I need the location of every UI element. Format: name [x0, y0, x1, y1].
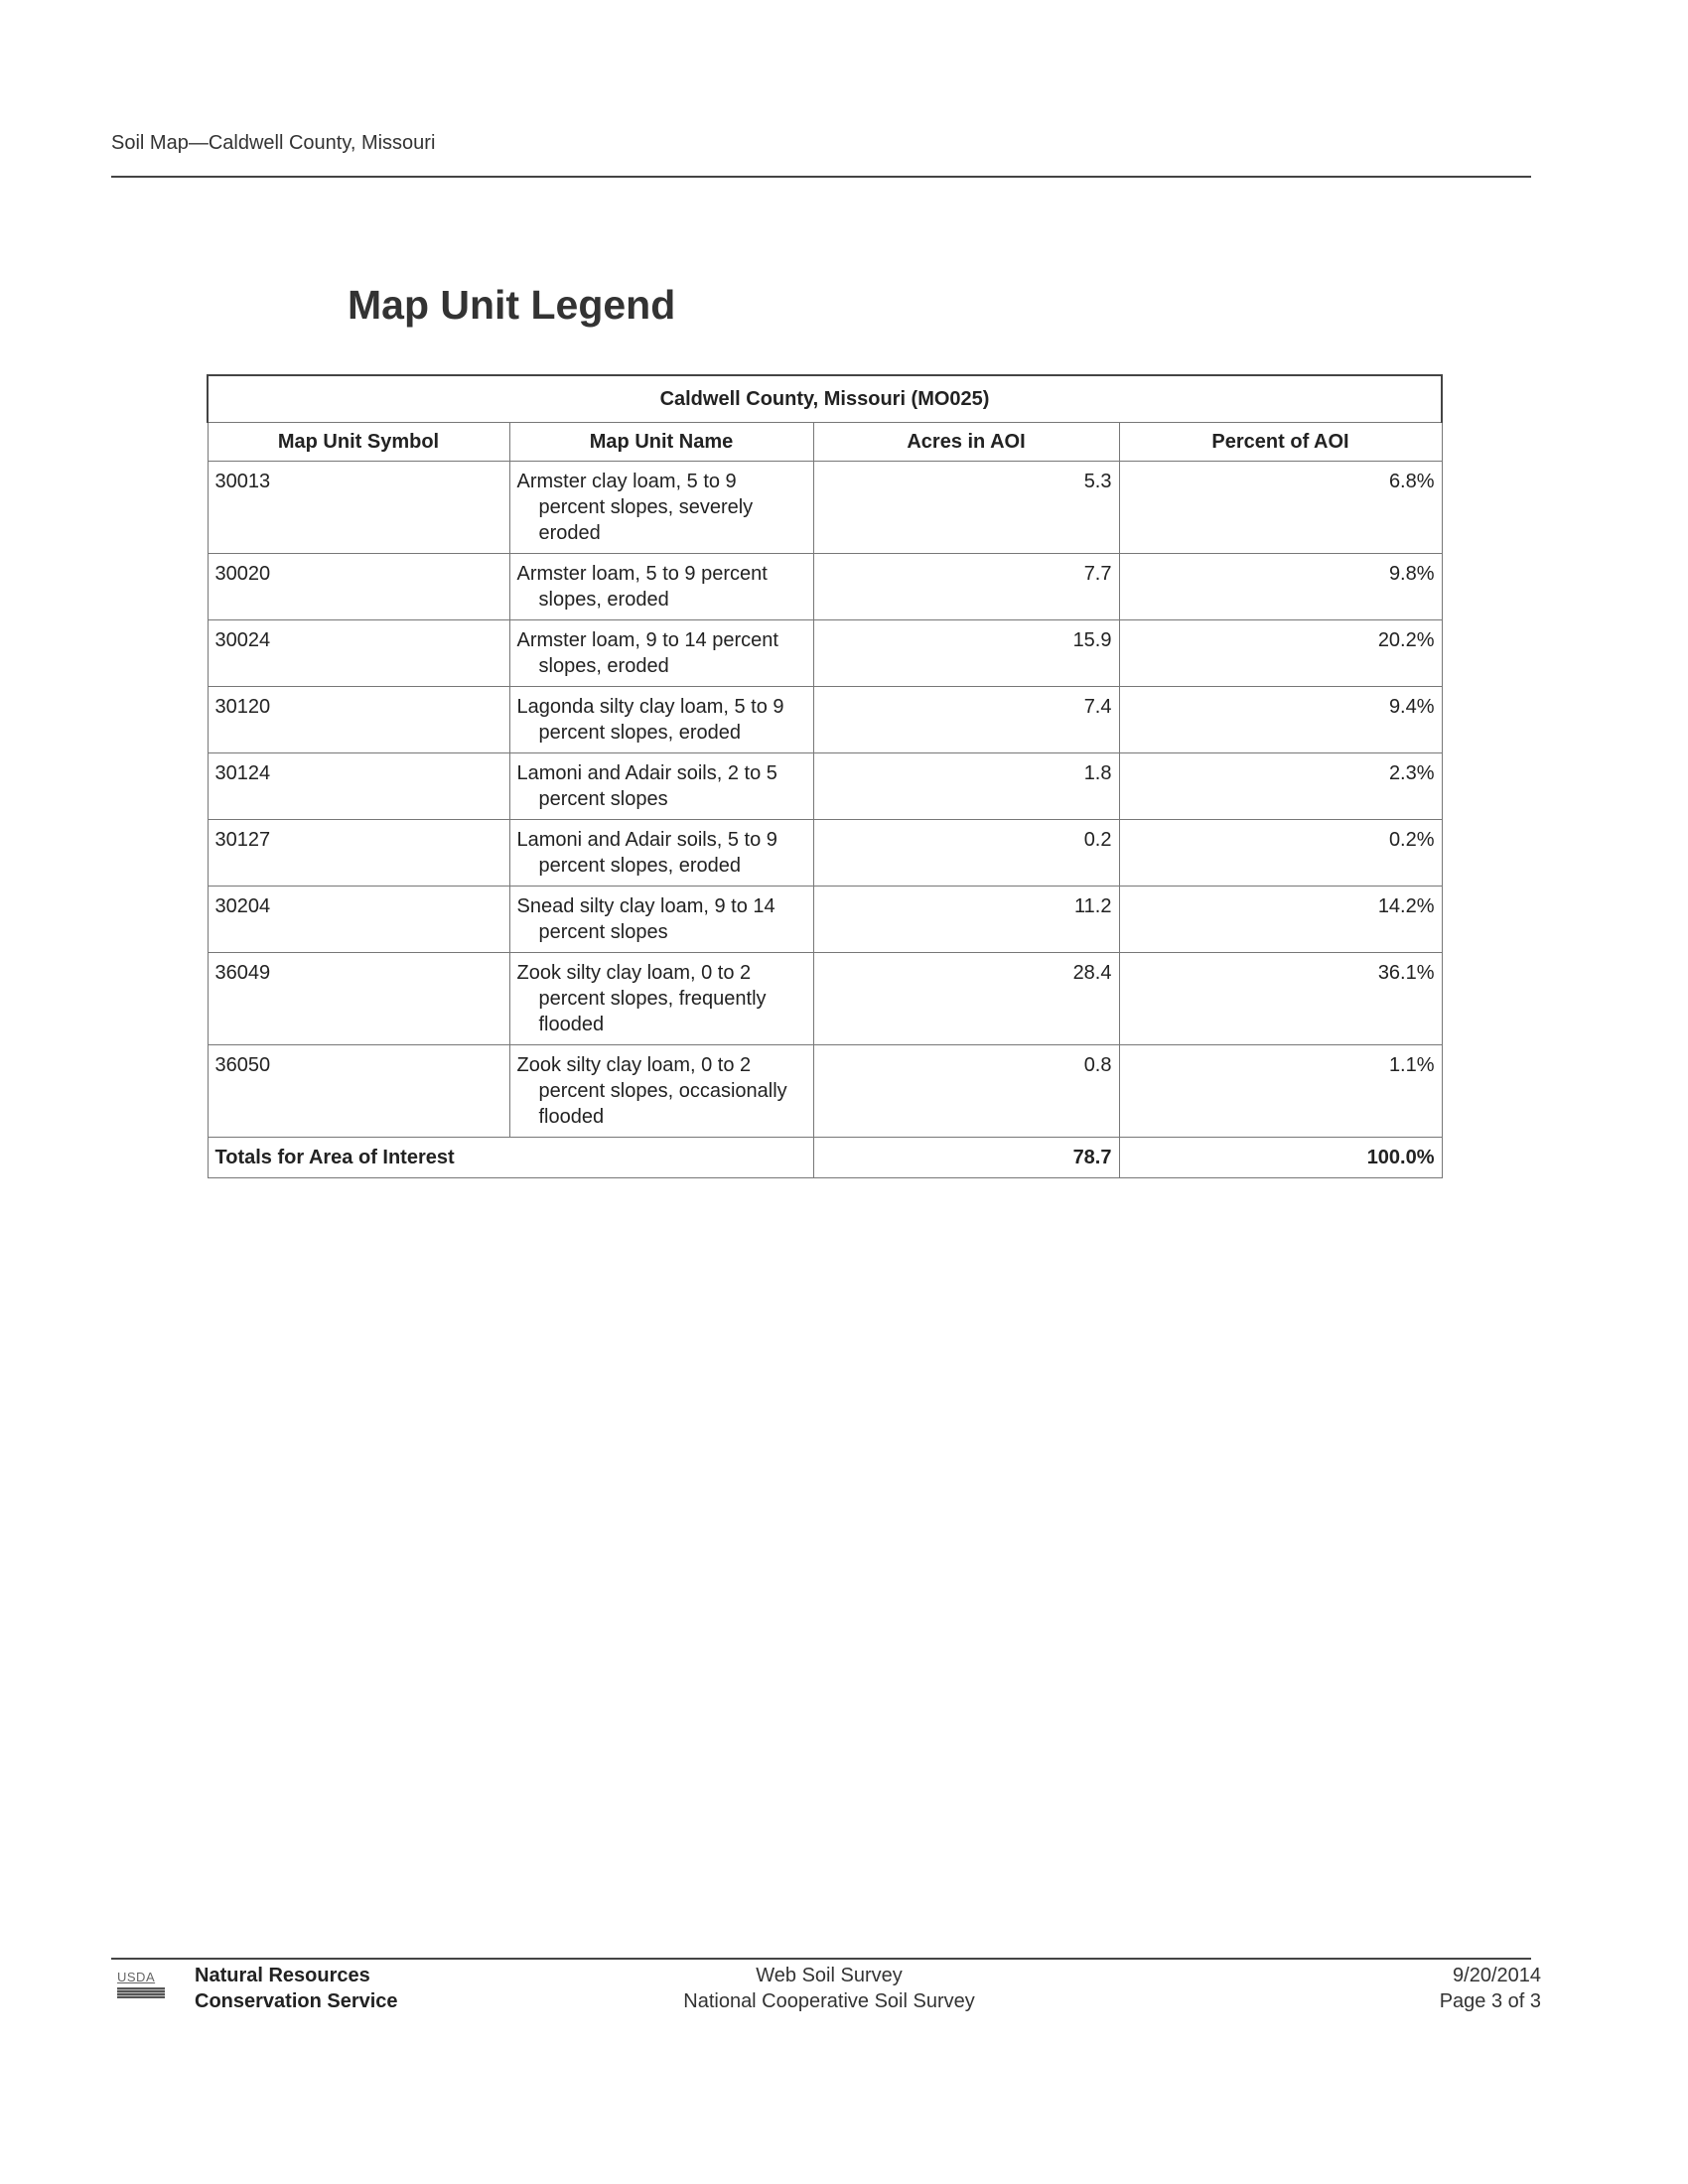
map-unit-symbol: 30124	[208, 753, 509, 820]
totals-row	[208, 1138, 1442, 1178]
table-row	[208, 687, 1442, 753]
map-unit-symbol: 36049	[208, 953, 509, 1045]
column-header-symbol: Map Unit Symbol	[208, 423, 509, 462]
acres-in-aoi: 28.4	[813, 953, 1119, 1045]
map-unit-symbol: 30204	[208, 887, 509, 953]
map-unit-name: Lamoni and Adair soils, 2 to 5 percent slopes	[516, 762, 777, 810]
totals-label: Totals for Area of Interest	[208, 1138, 813, 1178]
map-unit-name: Lagonda silty clay loam, 5 to 9 percent slopes, eroded	[516, 696, 784, 744]
map-unit-name-cell	[509, 554, 813, 620]
acres-in-aoi: 15.9	[813, 620, 1119, 687]
percent-of-aoi: 6.8%	[1119, 462, 1442, 554]
totals-percent: 100.0%	[1119, 1138, 1442, 1178]
map-unit-name-cell	[509, 953, 813, 1045]
usda-logo	[117, 1970, 167, 2005]
acres-in-aoi: 0.2	[813, 820, 1119, 887]
map-unit-name: Zook silty clay loam, 0 to 2 percent slopes, frequently flooded	[516, 962, 767, 1035]
column-header-name: Map Unit Name	[509, 423, 813, 462]
map-unit-name-cell	[509, 1045, 813, 1138]
percent-of-aoi: 20.2%	[1119, 620, 1442, 687]
percent-of-aoi: 1.1%	[1119, 1045, 1442, 1138]
column-header-acres: Acres in AOI	[813, 423, 1119, 462]
header-divider	[111, 176, 1531, 178]
map-unit-symbol: 36050	[208, 1045, 509, 1138]
table-row	[208, 1045, 1442, 1138]
map-unit-symbol: 30024	[208, 620, 509, 687]
column-header-percent: Percent of AOI	[1119, 423, 1442, 462]
map-unit-symbol: 30020	[208, 554, 509, 620]
footer-date: 9/20/2014	[1453, 1965, 1541, 1986]
footer-center-line1: Web Soil Survey	[756, 1965, 903, 1986]
map-unit-symbol: 30120	[208, 687, 509, 753]
acres-in-aoi: 7.4	[813, 687, 1119, 753]
map-unit-name: Armster loam, 5 to 9 percent slopes, eroded	[516, 563, 768, 611]
acres-in-aoi: 7.7	[813, 554, 1119, 620]
table-row	[208, 820, 1442, 887]
map-unit-name-cell	[509, 753, 813, 820]
map-unit-name: Armster loam, 9 to 14 percent slopes, eroded	[516, 629, 778, 677]
percent-of-aoi: 0.2%	[1119, 820, 1442, 887]
usda-logo-text: USDA	[117, 1970, 156, 1984]
map-unit-name-cell	[509, 820, 813, 887]
map-unit-symbol: 30013	[208, 462, 509, 554]
document-header-title: Soil Map—Caldwell County, Missouri	[111, 132, 436, 154]
survey-area-header: Caldwell County, Missouri (MO025)	[208, 375, 1442, 423]
acres-in-aoi: 1.8	[813, 753, 1119, 820]
map-unit-symbol: 30127	[208, 820, 509, 887]
footer-right	[1440, 1963, 1541, 2014]
percent-of-aoi: 9.4%	[1119, 687, 1442, 753]
map-unit-name: Lamoni and Adair soils, 5 to 9 percent slopes, eroded	[516, 829, 777, 877]
table-row	[208, 953, 1442, 1045]
table-row	[208, 887, 1442, 953]
map-unit-name-cell	[509, 462, 813, 554]
table-row	[208, 753, 1442, 820]
map-unit-name-cell	[509, 687, 813, 753]
acres-in-aoi: 0.8	[813, 1045, 1119, 1138]
footer-center	[631, 1963, 1028, 2014]
table-row	[208, 554, 1442, 620]
acres-in-aoi: 5.3	[813, 462, 1119, 554]
map-unit-name-cell	[509, 620, 813, 687]
footer-center-line2: National Cooperative Soil Survey	[683, 1990, 975, 2012]
footer-agency	[195, 1963, 398, 2014]
page-title: Map Unit Legend	[348, 282, 676, 328]
footer-agency-line1: Natural Resources	[195, 1965, 370, 1986]
percent-of-aoi: 9.8%	[1119, 554, 1442, 620]
map-unit-name-cell	[509, 887, 813, 953]
percent-of-aoi: 36.1%	[1119, 953, 1442, 1045]
acres-in-aoi: 11.2	[813, 887, 1119, 953]
footer-page-number: Page 3 of 3	[1439, 1990, 1541, 2012]
map-unit-legend-table	[207, 374, 1443, 1178]
table-row	[208, 462, 1442, 554]
footer-agency-line2: Conservation Service	[195, 1990, 398, 2012]
map-unit-name: Snead silty clay loam, 9 to 14 percent slopes	[516, 895, 775, 943]
map-unit-name: Zook silty clay loam, 0 to 2 percent slopes, occasionally flooded	[516, 1054, 787, 1128]
totals-acres: 78.7	[813, 1138, 1119, 1178]
map-unit-name: Armster clay loam, 5 to 9 percent slopes, severely eroded	[516, 471, 754, 544]
table-row	[208, 620, 1442, 687]
usda-logo-bars-icon	[117, 1987, 165, 1998]
footer-divider	[111, 1958, 1531, 1960]
percent-of-aoi: 2.3%	[1119, 753, 1442, 820]
percent-of-aoi: 14.2%	[1119, 887, 1442, 953]
